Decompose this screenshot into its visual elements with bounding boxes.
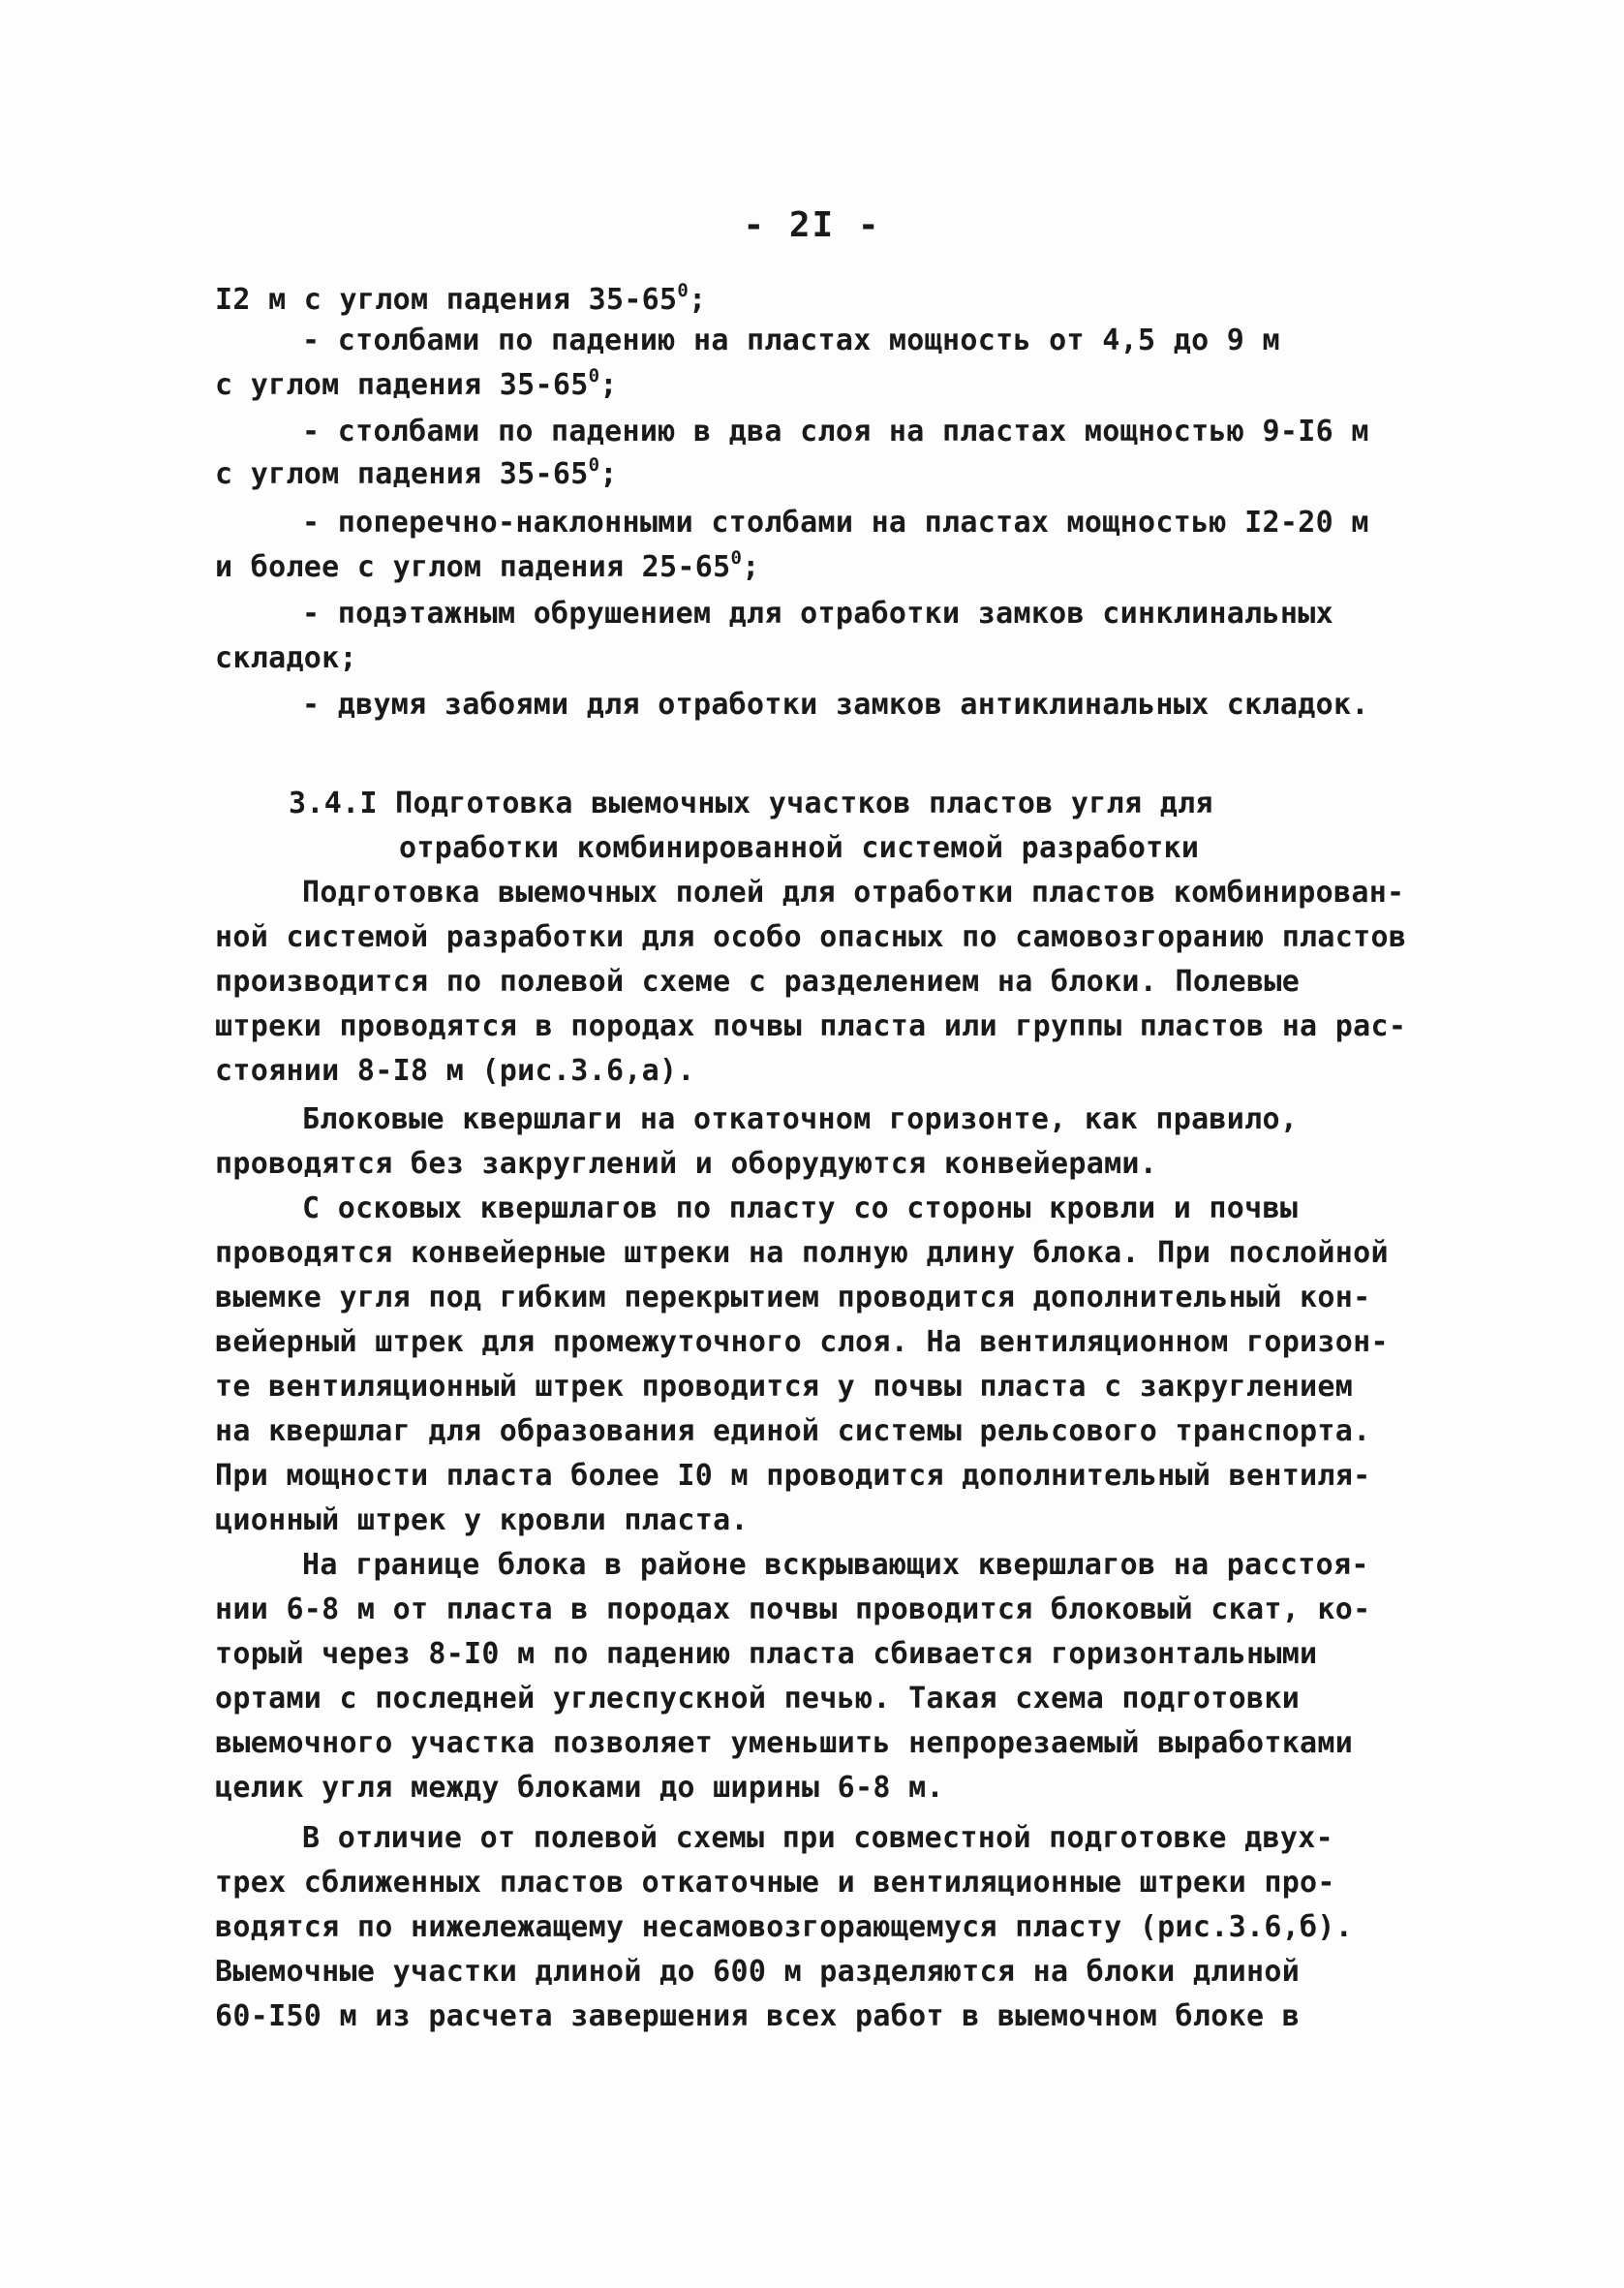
section-heading-continued: отработки комбинированной системой разработки [399, 831, 1200, 865]
list-line: с углом падения $35-65^0$; [215, 454, 618, 491]
paragraph-line: проводятся без закруглений и оборудуются конвейерами. [215, 1147, 1158, 1181]
paragraph-line: Блоковые квершлаги на откаточном горизонте, как правило, [302, 1102, 1299, 1136]
paragraph-line: те вентиляционный штрек проводится у почвы пласта с закруглением [215, 1370, 1354, 1404]
page-number: - 2I - [743, 205, 881, 245]
list-line: с углом падения $35-65^0$; [215, 365, 618, 402]
paragraph-line: торый через 8-I0 м по падению пласта сбивается горизонтальными [215, 1637, 1318, 1671]
paragraph-line: выемке угля под гибким перекрытием проводится дополнительный кон- [215, 1281, 1371, 1314]
paragraph-line: В отличие от полевой схемы при совместной подготовке двух- [302, 1821, 1333, 1855]
paragraph-line: стоянии 8-I8 м (рис.3.6,а). [215, 1054, 695, 1088]
list-item: - столбами по падению в два слоя на пластах мощностью 9-I6 м [302, 415, 1369, 448]
paragraph-line: На границе блока в районе вскрывающих квершлагов на расстоя- [302, 1548, 1369, 1582]
paragraph-line: ционный штрек у кровли пласта. [215, 1503, 749, 1537]
list-item: - столбами по падению на пластах мощность от 4,5 до 9 м [302, 324, 1280, 357]
list-line: I2 м с углом падения $35-65^0$; [215, 280, 707, 317]
section-heading: 3.4.I Подготовка выемочных участков пластов угля для [289, 787, 1213, 820]
paragraph-line: целик угля между блоками до ширины 6-8 м. [215, 1771, 944, 1805]
list-line: складок; [215, 641, 357, 675]
paragraph-line: трех сближенных пластов откаточные и вентиляционные штреки про- [215, 1866, 1335, 1900]
paragraph-line: водятся по нижележащему несамовозгорающемуся пласту (рис.3.6,б). [215, 1910, 1354, 1944]
list-item: - двумя забоями для отработки замков антиклинальных складок. [302, 688, 1369, 722]
paragraph-line: ортами с последней углеспускной печью. Такая схема подготовки [215, 1682, 1301, 1716]
paragraph-line: выемочного участка позволяет уменьшить непрорезаемый выработками [215, 1726, 1354, 1760]
paragraph-line: При мощности пласта более I0 м проводится дополнительный вентиля- [215, 1459, 1371, 1493]
paragraph-line: проводятся конвейерные штреки на полную длину блока. При послойной [215, 1236, 1389, 1270]
paragraph-line: ной системой разработки для особо опасных по самовозгоранию пластов [215, 920, 1407, 954]
paragraph-line: С осковых квершлагов по пласту со стороны кровли и почвы [302, 1191, 1299, 1225]
paragraph-line: штреки проводятся в породах почвы пласта или группы пластов на рас- [215, 1009, 1407, 1043]
paragraph-line: производится по полевой схеме с разделением на блоки. Полевые [215, 965, 1301, 999]
paragraph-line: нии 6-8 м от пласта в породах почвы проводится блоковый скат, ко- [215, 1592, 1371, 1626]
list-item: - поперечно-наклонными столбами на пластах мощностью I2-20 м [302, 506, 1369, 540]
paragraph-line: 60-I50 м из расчета завершения всех работ в выемочном блоке в [215, 1999, 1301, 2033]
paragraph-line: Подготовка выемочных полей для отработки пластов комбинирован- [302, 876, 1405, 910]
list-item: - подэтажным обрушением для отработки замков синклинальных [302, 597, 1333, 631]
paragraph-line: вейерный штрек для промежуточного слоя. На вентиляционном горизон- [215, 1325, 1389, 1359]
paragraph-line: на квершлаг для образования единой системы рельсового транспорта. [215, 1414, 1371, 1448]
paragraph-line: Выемочные участки длиной до 600 м разделяются на блоки длиной [215, 1955, 1301, 1989]
list-line: и более с углом падения $25-65^0$; [215, 547, 760, 584]
